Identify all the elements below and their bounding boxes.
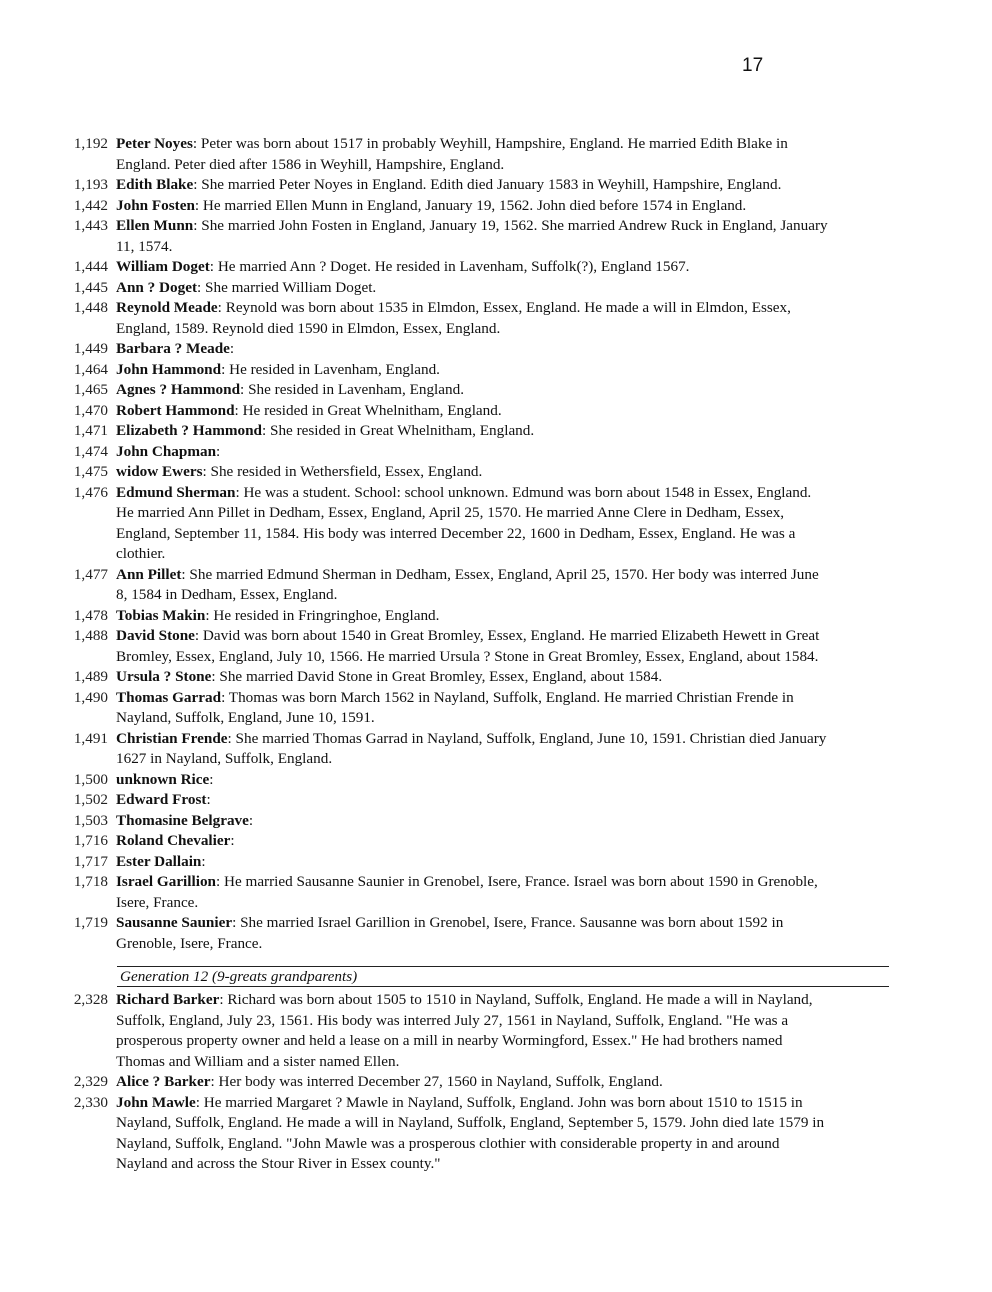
entry-body — [116, 483, 831, 565]
entry-body — [116, 298, 831, 339]
entry-body — [116, 790, 831, 811]
person-entry — [0, 1093, 992, 1175]
entry-body — [116, 770, 831, 791]
entry-number: 1,474 — [73, 442, 108, 460]
entry-body — [116, 442, 831, 463]
entry-number: 1,192 — [73, 135, 108, 152]
person-details: : — [209, 770, 214, 788]
entry-number: 1,718 — [73, 873, 108, 890]
person-entry — [0, 462, 992, 483]
person-details: : Reynold was born about 1535 in Elmdon, Essex, England. He made a will in Elmdon, Essex, England, 1589. Reynold died 1590 in Elmdon, Essex, England. — [116, 299, 791, 337]
person-entry — [0, 831, 992, 852]
entry-body — [116, 421, 831, 442]
person-entry — [0, 483, 992, 565]
entry-body — [116, 462, 831, 483]
entry-body — [116, 196, 831, 217]
person-name: John Mawle — [116, 1093, 196, 1111]
entry-body — [116, 811, 831, 832]
entry-number: 1,445 — [73, 278, 108, 296]
entry-body — [116, 852, 831, 873]
entry-number: 1,476 — [73, 483, 108, 501]
person-entry — [0, 990, 992, 1072]
entry-number: 1,719 — [73, 914, 108, 931]
person-details: : She married Thomas Garrad in Nayland, Suffolk, England, June 10, 1591. Christian died January 1627 in Nayland, Suffolk, England. — [116, 729, 827, 767]
entry-number: 1,193 — [73, 176, 108, 193]
person-entry — [0, 421, 992, 442]
person-name: Edith Blake — [116, 176, 194, 193]
person-name: John Fosten — [116, 196, 195, 214]
person-entry — [0, 298, 992, 339]
person-details: : She married David Stone in Great Bromley, Essex, England, about 1584. — [211, 668, 663, 685]
person-name: Tobias Makin — [116, 606, 206, 624]
person-name: Alice ? Barker — [116, 1073, 211, 1090]
person-details: : He married Ann ? Doget. He resided in Lavenham, Suffolk(?), England 1567. — [209, 258, 690, 275]
person-name: Richard Barker — [116, 991, 220, 1008]
person-details: : — [229, 340, 235, 357]
generation-12-list — [0, 990, 992, 1175]
person-entry — [0, 1072, 992, 1093]
person-name: Elizabeth ? Hammond — [116, 422, 262, 439]
entry-body — [116, 990, 831, 1072]
entry-number: 2,330 — [73, 1093, 108, 1111]
person-name: Ester Dallain — [116, 852, 202, 870]
person-name: Reynold Meade — [116, 299, 218, 316]
person-entry — [0, 852, 992, 873]
entry-number: 1,464 — [73, 360, 108, 378]
entry-body — [116, 216, 831, 257]
entry-number: 2,329 — [73, 1073, 108, 1090]
entry-number: 1,442 — [73, 196, 108, 214]
person-entry — [0, 913, 992, 954]
entry-number: 1,503 — [73, 811, 108, 829]
generation-heading: Generation 12 (9-greats grandparents) — [117, 966, 889, 987]
genealogy-entries — [0, 134, 992, 1175]
person-name: John Chapman — [116, 442, 217, 460]
entry-number: 1,502 — [73, 791, 108, 808]
person-name: Edward Frost — [116, 791, 207, 808]
person-details: : He married Ellen Munn in England, January 19, 1562. John died before 1574 in England. — [194, 196, 747, 214]
person-name: Christian Frende — [116, 729, 228, 747]
person-name: Sausanne Saunier — [116, 914, 233, 931]
person-details: : Her body was interred December 27, 1560 in Nayland, Suffolk, England. — [210, 1073, 663, 1090]
entry-number: 1,444 — [73, 258, 108, 275]
person-details: : — [216, 442, 221, 460]
entry-number: 1,500 — [73, 770, 108, 788]
entry-number: 1,717 — [73, 852, 108, 870]
person-details: : Peter was born about 1517 in probably Weyhill, Hampshire, England. He married Edith Blake in England. Peter died after 1586 in Weyhill, Hampshire, England. — [116, 135, 788, 173]
person-name: David Stone — [116, 627, 195, 644]
person-name: Ann ? Doget — [116, 278, 198, 296]
person-details: : She married Edmund Sherman in Dedham, Essex, England, April 25, 1570. Her body was interred June 8, 1584 in Dedham, Essex, England. — [116, 565, 819, 603]
entry-body — [116, 913, 831, 954]
entry-body — [116, 360, 831, 381]
person-details: : She married Peter Noyes in England. Edith died January 1583 in Weyhill, Hampshire, England. — [193, 176, 782, 193]
person-details: : He was a student. School: school unknown. Edmund was born about 1548 in Essex, England. He married Ann Pillet in Dedham, Essex, England, April 25, 1570. He married Anne Clere in Dedham, Essex, England, September 11, 1584. His body was interred December 22, 1600 in Dedham, Essex, England. He was a clothier. — [116, 483, 812, 562]
person-name: Roland Chevalier — [116, 832, 231, 849]
entry-number: 1,475 — [73, 463, 108, 480]
person-entry — [0, 626, 992, 667]
person-name: Peter Noyes — [116, 135, 193, 152]
entry-body — [116, 565, 831, 606]
entry-body — [116, 380, 831, 401]
person-entry — [0, 257, 992, 278]
entry-number: 1,471 — [73, 422, 108, 439]
entry-body — [116, 401, 831, 422]
person-name: Thomas Garrad — [116, 688, 222, 706]
person-name: Israel Garillion — [116, 873, 216, 890]
entry-number: 1,488 — [73, 627, 108, 644]
entry-body — [116, 134, 831, 175]
person-entry — [0, 278, 992, 299]
person-entry — [0, 339, 992, 360]
person-details: : — [201, 852, 206, 870]
person-name: Ann Pillet — [116, 565, 182, 583]
person-name: Ellen Munn — [116, 217, 194, 234]
person-details: : She married William Doget. — [197, 278, 377, 296]
person-details: : She resided in Lavenham, England. — [240, 381, 465, 398]
person-details: : She married Israel Garillion in Grenobel, Isere, France. Sausanne was born about 1592 in Grenoble, Isere, France. — [116, 914, 784, 952]
person-name: William Doget — [116, 258, 210, 275]
person-details: : — [248, 811, 254, 829]
person-entry — [0, 667, 992, 688]
person-details: : — [206, 791, 211, 808]
entry-number: 1,716 — [73, 832, 108, 849]
entry-number: 1,470 — [73, 401, 108, 419]
person-entry — [0, 175, 992, 196]
person-name: unknown Rice — [116, 770, 210, 788]
person-entry — [0, 606, 992, 627]
person-entry — [0, 565, 992, 606]
page-number: 17 — [742, 55, 764, 76]
person-details: : She resided in Wethersfield, Essex, England. — [202, 463, 483, 480]
person-entry — [0, 134, 992, 175]
person-entry — [0, 729, 992, 770]
entry-body — [116, 175, 831, 196]
person-details: : He resided in Fringringhoe, England. — [205, 606, 440, 624]
person-details: : He resided in Lavenham, England. — [221, 360, 440, 378]
entry-body — [116, 626, 831, 667]
person-entry — [0, 770, 992, 791]
person-name: Edmund Sherman — [116, 483, 236, 501]
entry-number: 1,477 — [73, 565, 108, 583]
person-entry — [0, 401, 992, 422]
entry-number: 1,491 — [73, 729, 108, 747]
entry-body — [116, 278, 831, 299]
person-details: : David was born about 1540 in Great Bromley, Essex, England. He married Elizabeth Hewett in Great Bromley, Essex, England, July 10, 1566. He married Ursula ? Stone in Great Bromley, Essex, England, about 1584. — [116, 627, 820, 665]
person-details: : He married Sausanne Saunier in Grenobel, Isere, France. Israel was born about 1590 in Grenoble, Isere, France. — [116, 873, 818, 911]
person-details: : — [230, 832, 235, 849]
entry-body — [116, 729, 831, 770]
entry-number: 1,465 — [73, 381, 108, 398]
entry-body — [116, 1072, 831, 1093]
entry-number: 1,443 — [73, 217, 108, 234]
generation-11-list — [0, 134, 992, 954]
entry-body — [116, 872, 831, 913]
person-details: : He married Margaret ? Mawle in Nayland, Suffolk, England. John was born about 1510 to 1515 in Nayland, Suffolk, England. He made a will in Nayland, Suffolk, England, September 5, 1579. John died late 1579 in Nayland, Suffolk, England. "John Mawle was a prosperous clothier with considerable property in and around Nayland and across the Stour River in Essex county." — [116, 1093, 825, 1172]
entry-body — [116, 257, 831, 278]
person-entry — [0, 442, 992, 463]
entry-body — [116, 606, 831, 627]
person-entry — [0, 216, 992, 257]
person-details: : He resided in Great Whelnitham, England. — [234, 401, 502, 419]
person-details: : Richard was born about 1505 to 1510 in Nayland, Suffolk, England. He made a will in Nayland, Suffolk, England, July 23, 1561. His body was interred July 27, 1561 in Nayland, Suffolk, England. "He was a prosperous property owner and held a lease on a mill in nearby Wormingford, Essex." He had brothers named Thomas and William and a sister named Ellen. — [116, 991, 813, 1070]
entry-number: 1,478 — [73, 606, 108, 624]
person-name: John Hammond — [116, 360, 222, 378]
person-entry — [0, 360, 992, 381]
entry-number: 1,489 — [73, 668, 108, 685]
entry-body — [116, 831, 831, 852]
entry-number: 1,490 — [73, 688, 108, 706]
entry-number: 2,328 — [73, 991, 108, 1008]
entry-body — [116, 1093, 831, 1175]
person-entry — [0, 196, 992, 217]
entry-number: 1,449 — [73, 340, 108, 357]
person-entry — [0, 790, 992, 811]
person-entry — [0, 380, 992, 401]
entry-body — [116, 339, 831, 360]
person-details: : Thomas was born March 1562 in Nayland, Suffolk, England. He married Christian Frende in Nayland, Suffolk, England, June 10, 1591. — [116, 688, 794, 726]
person-entry — [0, 811, 992, 832]
person-name: Ursula ? Stone — [116, 668, 212, 685]
person-entry — [0, 688, 992, 729]
person-details: : She resided in Great Whelnitham, England. — [261, 422, 535, 439]
entry-body — [116, 688, 831, 729]
person-details: : She married John Fosten in England, January 19, 1562. She married Andrew Ruck in England, January 11, 1574. — [116, 217, 828, 255]
entry-body — [116, 667, 831, 688]
person-name: Thomasine Belgrave — [116, 811, 249, 829]
person-entry — [0, 872, 992, 913]
person-name: Barbara ? Meade — [116, 340, 230, 357]
entry-number: 1,448 — [73, 299, 108, 316]
person-name: widow Ewers — [116, 463, 203, 480]
person-name: Robert Hammond — [116, 401, 235, 419]
person-name: Agnes ? Hammond — [116, 381, 241, 398]
